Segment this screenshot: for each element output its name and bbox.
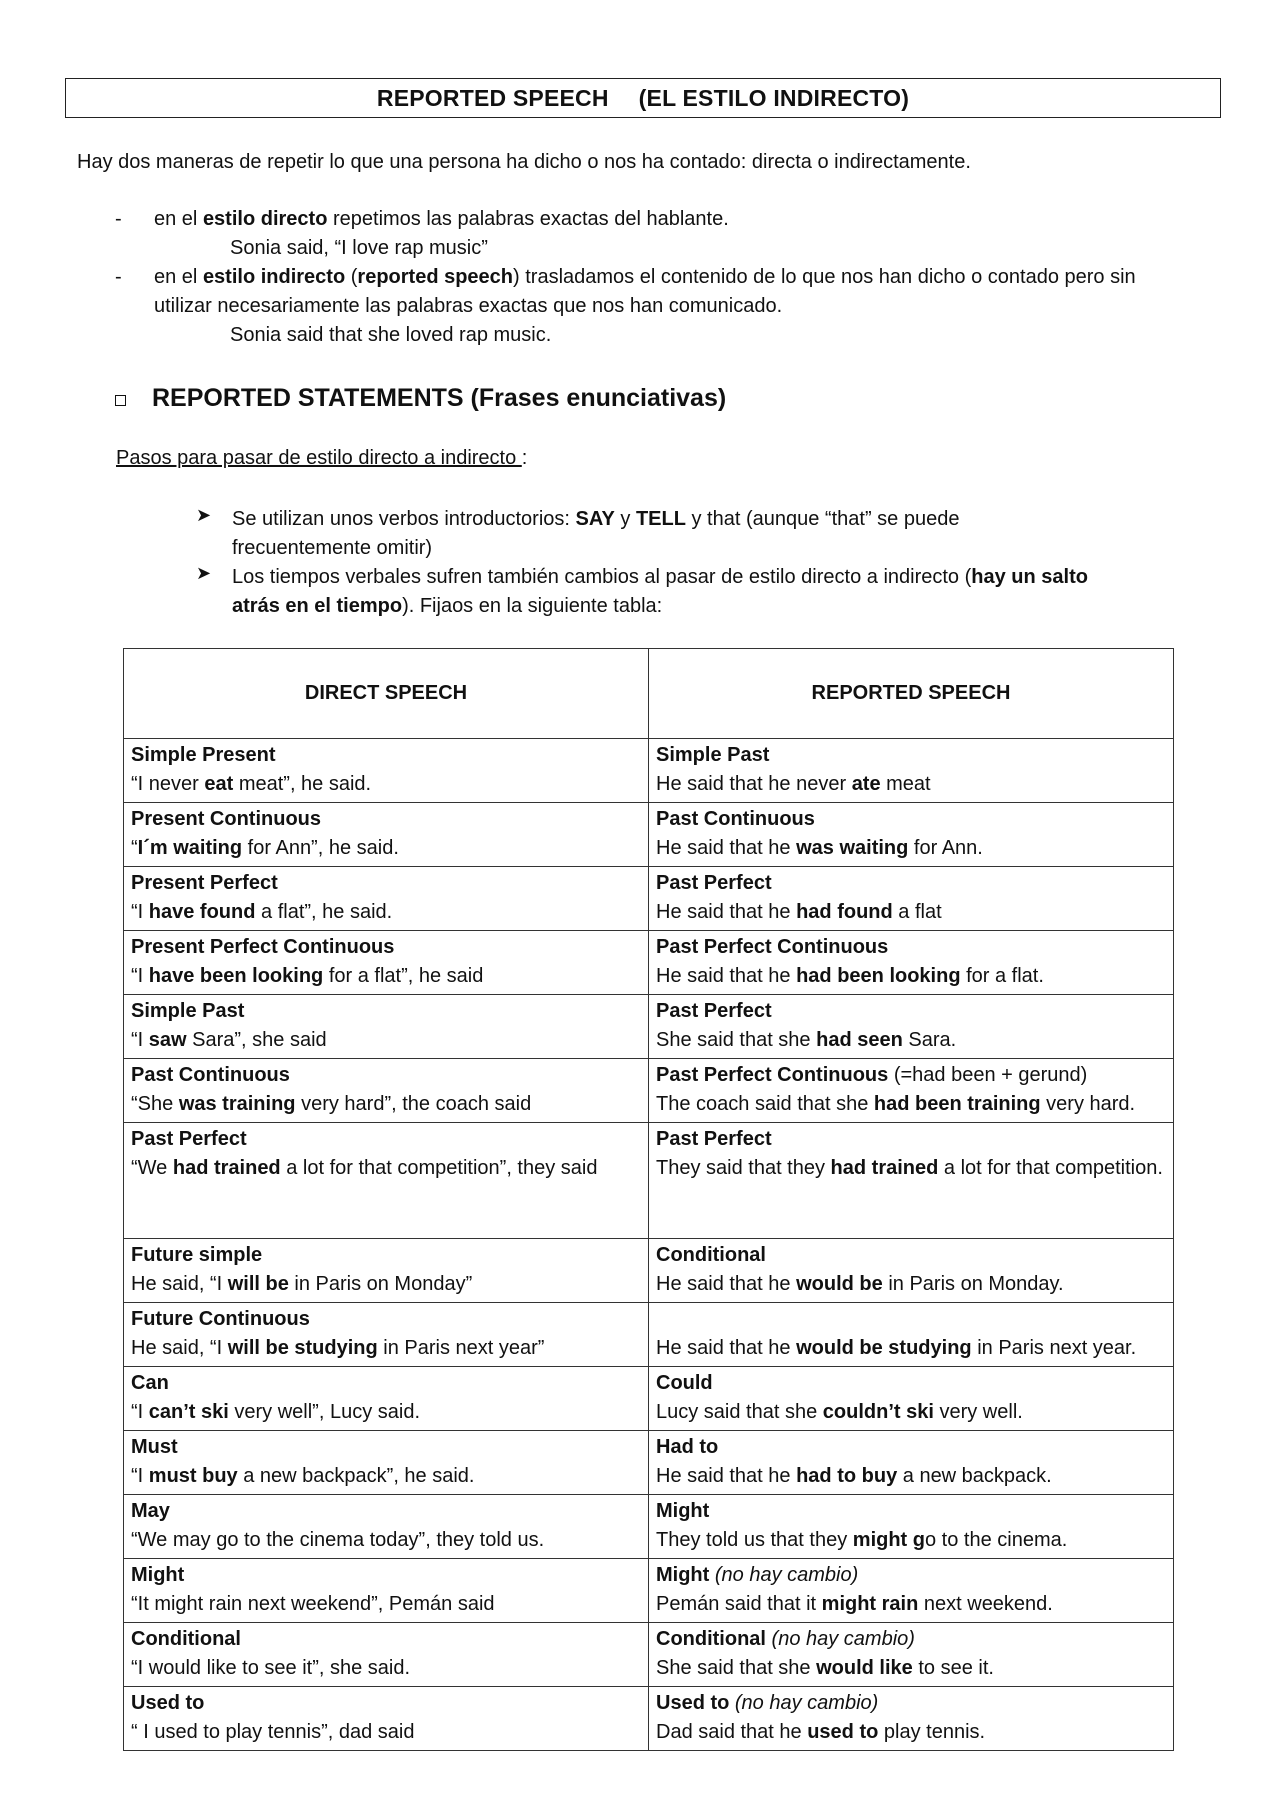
table-row <box>124 1495 1174 1559</box>
example-sentence: He said, “I will be studying in Paris next year” <box>131 1337 545 1359</box>
reported-cell <box>649 1687 1174 1751</box>
table-row <box>124 1559 1174 1623</box>
example-sentence: They told us that they might go to the cinema. <box>656 1529 1068 1551</box>
example-sentence: “ I used to play tennis”, dad said <box>131 1721 415 1743</box>
reported-cell <box>649 1495 1174 1559</box>
example-sentence: “I have found a flat”, he said. <box>131 901 393 923</box>
direct-cell <box>124 1623 649 1687</box>
example-sentence: “I would like to see it”, she said. <box>131 1657 411 1679</box>
table-row <box>124 1367 1174 1431</box>
example-sentence: He said that he would be in Paris on Monday. <box>656 1273 1064 1295</box>
example-sentence: “She was training very hard”, the coach said <box>131 1093 532 1115</box>
table-header-row <box>124 649 1174 739</box>
direct-cell <box>124 1123 649 1239</box>
tense-name: Simple Past <box>656 744 770 766</box>
table-row <box>124 1431 1174 1495</box>
table-row <box>124 1303 1174 1367</box>
direct-cell <box>124 867 649 931</box>
steps-label: Pasos para pasar de estilo directo a indirecto : <box>116 447 528 469</box>
reported-cell <box>649 803 1174 867</box>
tense-name: Might <box>131 1564 185 1586</box>
tense-name: Simple Present <box>131 744 276 766</box>
example-sentence: He said that he had found a flat <box>656 901 942 923</box>
tense-table <box>123 648 1174 1751</box>
tense-name: Had to <box>656 1436 719 1458</box>
dash-marker: - <box>115 266 122 288</box>
reported-cell <box>649 1431 1174 1495</box>
tense-name: Future Continuous <box>131 1308 310 1330</box>
example-sentence: The coach said that she had been training very hard. <box>656 1093 1136 1115</box>
tense-name: Present Perfect <box>131 872 278 894</box>
direct-cell <box>124 931 649 995</box>
direct-cell <box>124 1559 649 1623</box>
reported-cell <box>649 1239 1174 1303</box>
tense-name: Must <box>131 1436 178 1458</box>
tense-name: Conditional (no hay cambio) <box>656 1628 915 1650</box>
example-sentence: He said that he had been looking for a flat. <box>656 965 1044 987</box>
section-heading: REPORTED STATEMENTS (Frases enunciativas) <box>115 384 726 413</box>
example-sentence: She said that she had seen Sara. <box>656 1029 957 1051</box>
direct-cell <box>124 803 649 867</box>
arrow-bullet-icon: ➤ <box>196 563 212 583</box>
tense-name: Conditional <box>656 1244 766 1266</box>
bullet-continuation: utilizar necesariamente las palabras exactas que nos han comunicado. <box>154 295 783 317</box>
example-sentence: He said, “I will be in Paris on Monday” <box>131 1273 473 1295</box>
checkbox-bullet-icon <box>115 395 126 406</box>
title-subtitle: (EL ESTILO INDIRECTO) <box>638 84 910 111</box>
table-row <box>124 803 1174 867</box>
example-sentence: “I can’t ski very well”, Lucy said. <box>131 1401 420 1423</box>
table-row <box>124 931 1174 995</box>
tense-name: Past Perfect <box>656 1128 772 1150</box>
example-sentence: “I never eat meat”, he said. <box>131 773 372 795</box>
example-sentence: They said that they had trained a lot for that competition. <box>656 1157 1163 1179</box>
title-main: REPORTED SPEECH <box>376 84 609 111</box>
reported-cell <box>649 867 1174 931</box>
tense-name: Might <box>656 1500 710 1522</box>
table-row <box>124 995 1174 1059</box>
table-row <box>124 1123 1174 1239</box>
example-direct: Sonia said, “I love rap music” <box>230 237 488 259</box>
example-sentence: He said that he was waiting for Ann. <box>656 837 983 859</box>
direct-cell <box>124 1367 649 1431</box>
reported-cell <box>649 931 1174 995</box>
tense-name: Can <box>131 1372 169 1394</box>
tense-name: Past Perfect <box>656 872 772 894</box>
table-row <box>124 1059 1174 1123</box>
direct-cell <box>124 739 649 803</box>
header-direct: DIRECT SPEECH <box>124 649 649 739</box>
tense-name <box>656 1305 1166 1334</box>
example-reported: Sonia said that she loved rap music. <box>230 324 552 346</box>
direct-cell <box>124 1303 649 1367</box>
tense-name: Past Continuous <box>656 808 815 830</box>
reported-cell <box>649 1367 1174 1431</box>
example-sentence: He said that he never ate meat <box>656 773 931 795</box>
example-sentence: “We had trained a lot for that competition”, they said <box>131 1157 598 1179</box>
tense-name: Past Perfect Continuous (=had been + gerund) <box>656 1064 1088 1086</box>
arrow-bullet-icon: ➤ <box>196 505 212 525</box>
tense-name: Simple Past <box>131 1000 245 1022</box>
reported-cell <box>649 1303 1174 1367</box>
example-sentence: Dad said that he used to play tennis. <box>656 1721 986 1743</box>
example-sentence: “I´m waiting for Ann”, he said. <box>131 837 399 859</box>
example-sentence: Pemán said that it might rain next weekend. <box>656 1593 1053 1615</box>
tense-name: Present Perfect Continuous <box>131 936 395 958</box>
tense-name: Past Continuous <box>131 1064 290 1086</box>
tense-name: Future simple <box>131 1244 263 1266</box>
example-sentence: “I have been looking for a flat”, he said <box>131 965 484 987</box>
tense-name: Past Perfect <box>656 1000 772 1022</box>
example-sentence: He said that he would be studying in Paris next year. <box>656 1337 1137 1359</box>
table-row <box>124 739 1174 803</box>
example-sentence: He said that he had to buy a new backpack. <box>656 1465 1052 1487</box>
example-sentence: “It might rain next weekend”, Pemán said <box>131 1593 495 1615</box>
tense-name: Past Perfect Continuous <box>656 936 889 958</box>
example-sentence: “I saw Sara”, she said <box>131 1029 327 1051</box>
reported-cell <box>649 995 1174 1059</box>
direct-cell <box>124 1431 649 1495</box>
reported-cell <box>649 1059 1174 1123</box>
direct-cell <box>124 995 649 1059</box>
tense-name: Used to <box>131 1692 205 1714</box>
tense-name: Conditional <box>131 1628 241 1650</box>
tense-name: Present Continuous <box>131 808 322 830</box>
tense-name: Past Perfect <box>131 1128 247 1150</box>
header-reported: REPORTED SPEECH <box>649 649 1174 739</box>
reported-cell <box>649 1623 1174 1687</box>
table-row <box>124 1623 1174 1687</box>
intro-paragraph: Hay dos maneras de repetir lo que una persona ha dicho o nos ha contado: directa o indirectamente. <box>77 151 971 173</box>
reported-cell <box>649 1123 1174 1239</box>
tense-name: Could <box>656 1372 713 1394</box>
direct-cell <box>124 1059 649 1123</box>
example-sentence: She said that she would like to see it. <box>656 1657 994 1679</box>
direct-cell <box>124 1687 649 1751</box>
tense-name: Might (no hay cambio) <box>656 1564 859 1586</box>
direct-cell <box>124 1495 649 1559</box>
reported-cell <box>649 739 1174 803</box>
example-sentence: “I must buy a new backpack”, he said. <box>131 1465 475 1487</box>
dash-marker: - <box>115 208 122 230</box>
table-row <box>124 1687 1174 1751</box>
reported-cell <box>649 1559 1174 1623</box>
tense-name: Used to (no hay cambio) <box>656 1692 879 1714</box>
tense-name: May <box>131 1500 170 1522</box>
table-row <box>124 867 1174 931</box>
example-sentence: Lucy said that she couldn’t ski very well. <box>656 1401 1023 1423</box>
page-title <box>65 78 1221 118</box>
table-row <box>124 1239 1174 1303</box>
direct-cell <box>124 1239 649 1303</box>
example-sentence: “We may go to the cinema today”, they told us. <box>131 1529 545 1551</box>
